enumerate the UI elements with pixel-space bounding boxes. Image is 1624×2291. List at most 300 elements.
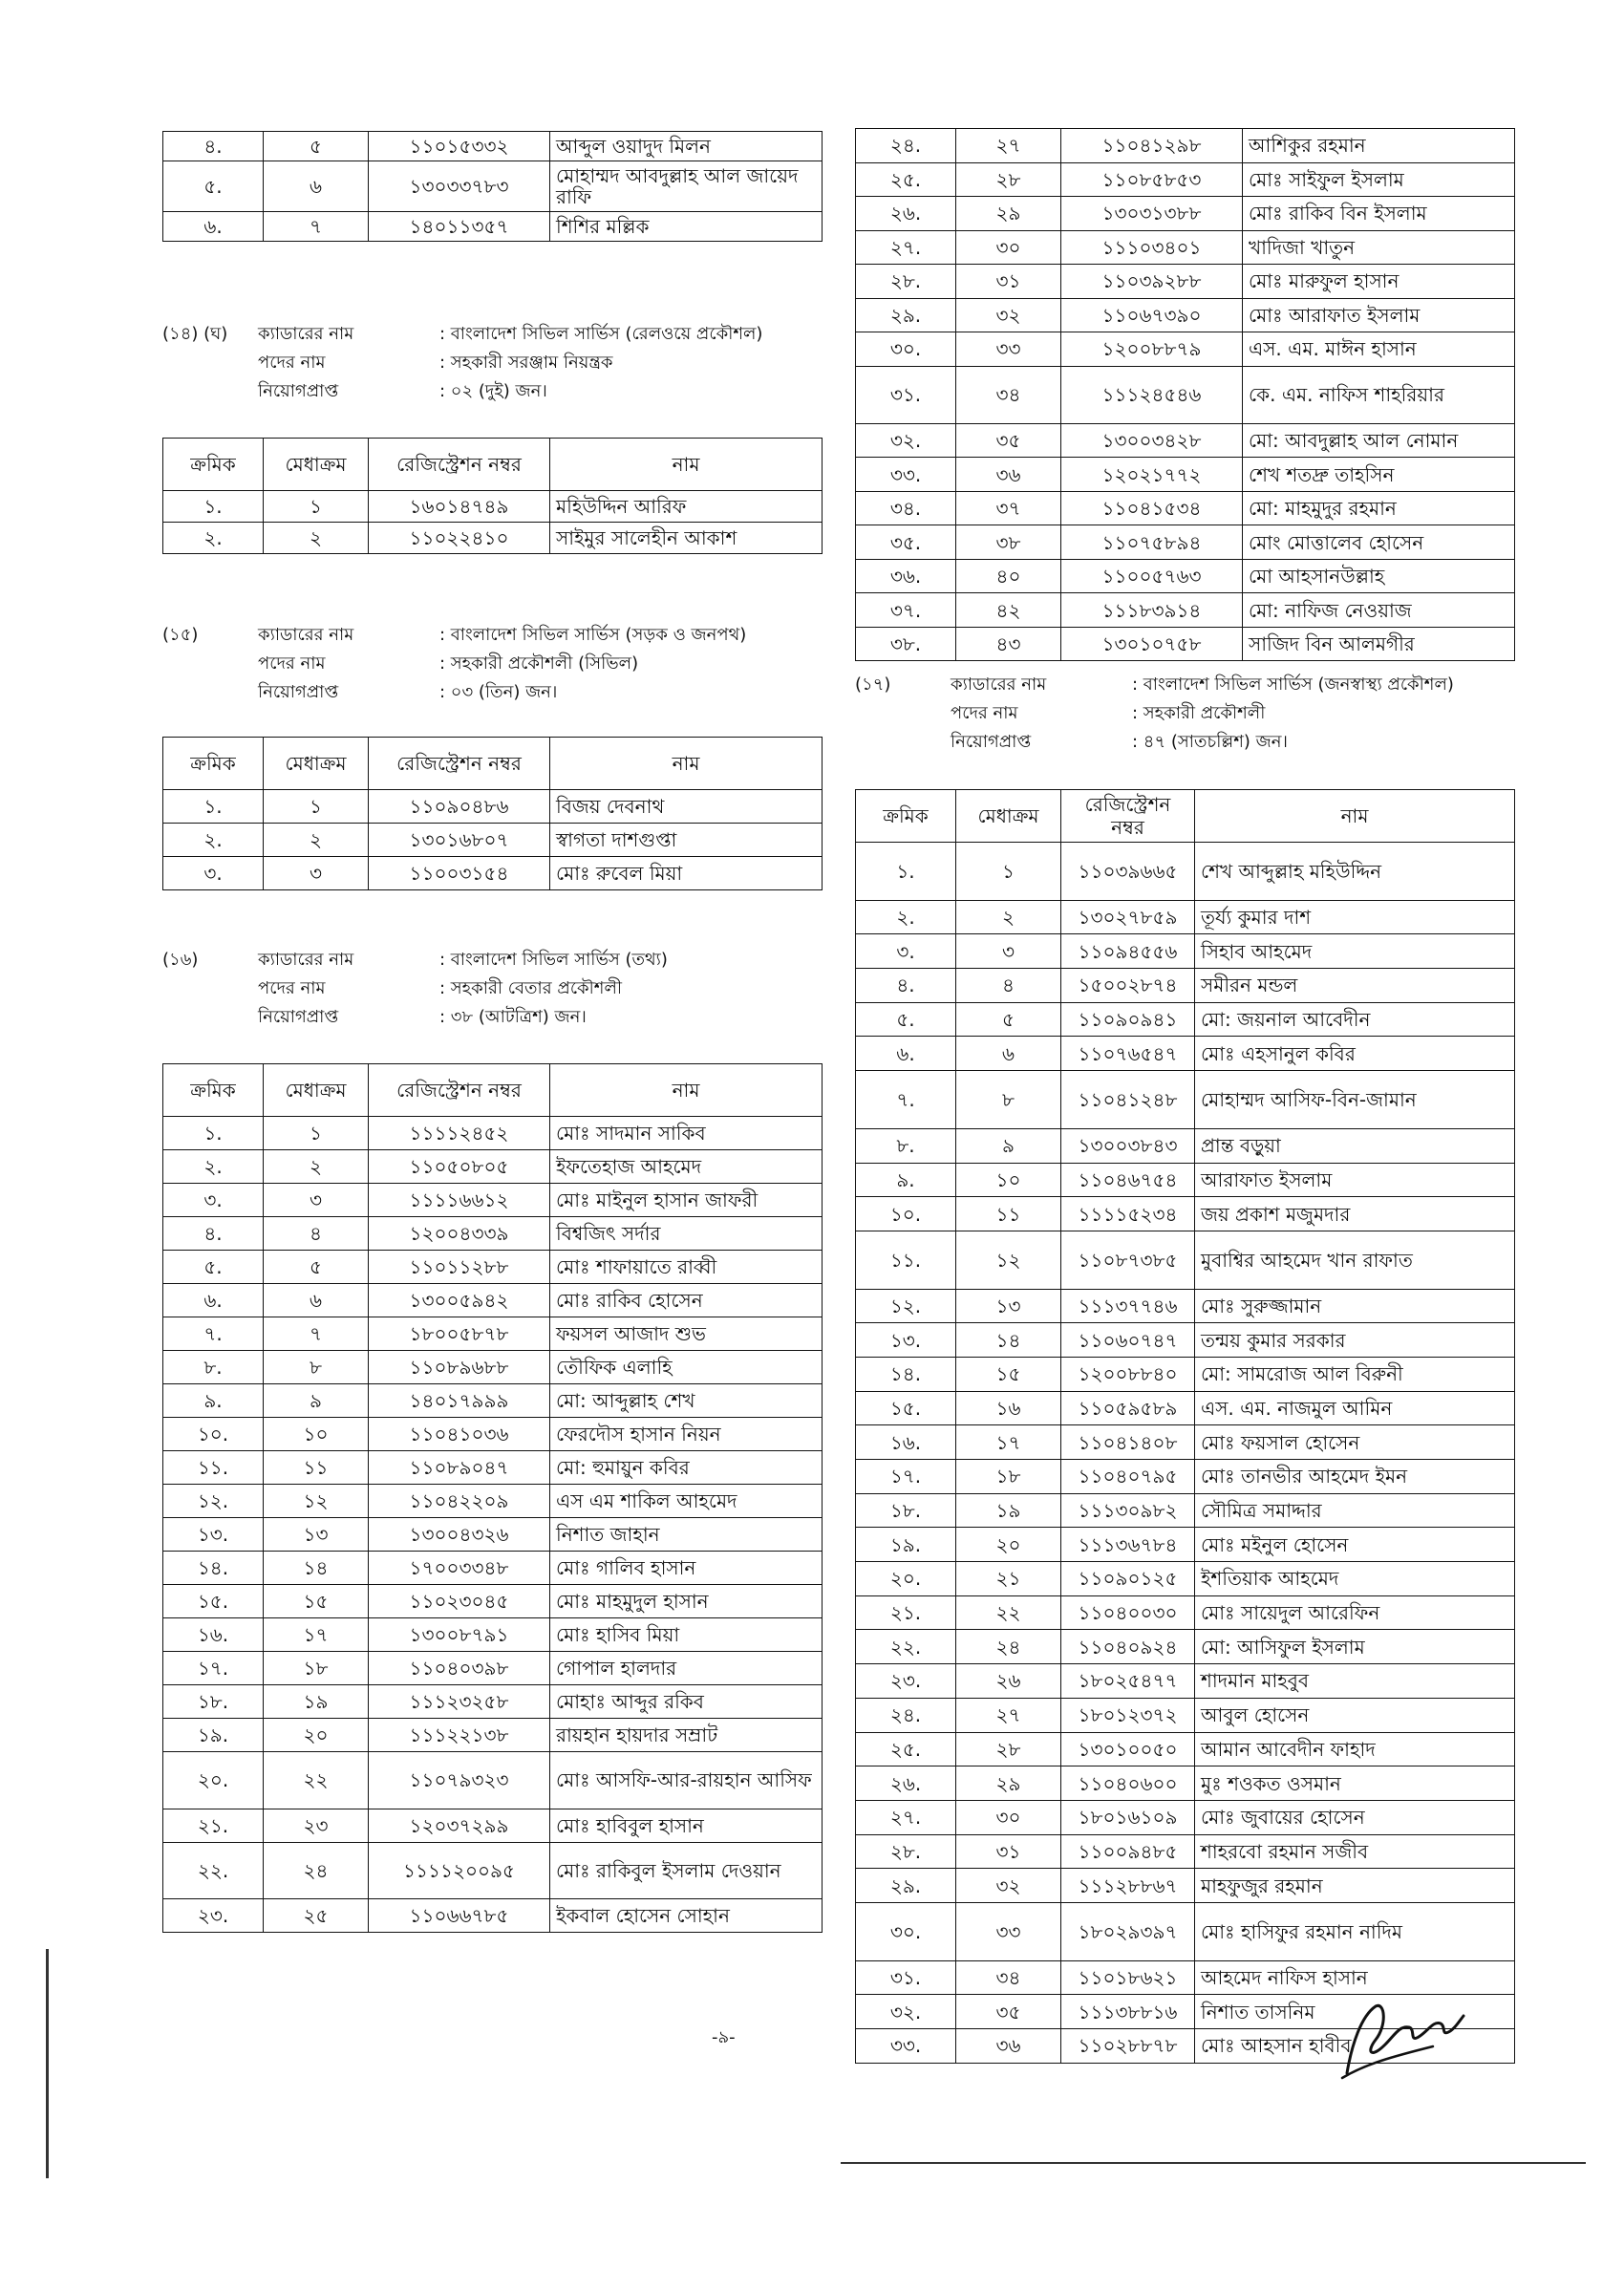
- post-label: পদের নাম: [258, 978, 326, 998]
- name-cell: মো আহসানউল্লাহ: [1243, 559, 1515, 593]
- col-merit: মেধাক্রম: [956, 790, 1061, 843]
- table-row: [856, 1163, 1515, 1197]
- serial-cell: ২২.: [163, 1842, 264, 1899]
- merit-cell: ৪: [264, 1217, 369, 1251]
- merit-cell: ১৫: [264, 1585, 369, 1618]
- name-cell: নিশাত জাহান: [550, 1518, 823, 1552]
- reg-cell: ১১০০৩১৫৪: [369, 857, 550, 890]
- reg-cell: ১২০০৪৩৩৯: [369, 1217, 550, 1251]
- reg-cell: ১১১১২০০৯৫: [369, 1842, 550, 1899]
- merit-cell: ২৭: [956, 1698, 1061, 1732]
- col-name: নাম: [550, 1064, 823, 1117]
- table-row: [856, 1391, 1515, 1425]
- reg-cell: ১১০৫০৮০৫: [369, 1150, 550, 1184]
- section-14-table: [162, 438, 823, 554]
- name-cell: মো: মাহমুদুর রহমান: [1243, 491, 1515, 525]
- merit-cell: ৩৫: [956, 423, 1061, 458]
- serial-cell: ২০.: [856, 1562, 956, 1596]
- table-row: [856, 559, 1515, 593]
- reg-cell: ১১০১১২৮৮: [369, 1251, 550, 1284]
- table-row: [856, 1664, 1515, 1699]
- serial-cell: ২৩.: [856, 1664, 956, 1699]
- reg-cell: ১১০৭৫৮৯৪: [1061, 525, 1243, 560]
- reg-cell: ১১০৩৯২৮৮: [1061, 265, 1243, 299]
- name-cell: ইকবাল হোসেন সোহান: [550, 1899, 823, 1933]
- serial-cell: ১৮.: [856, 1493, 956, 1528]
- appointed-label: নিয়োগপ্রাপ্ত: [258, 381, 339, 401]
- name-cell: মো: নাফিজ নেওয়াজ: [1243, 593, 1515, 628]
- reg-cell: ১৩০০৪৩২৬: [369, 1518, 550, 1552]
- serial-cell: ২৩.: [163, 1899, 264, 1933]
- name-cell: মোঃ মাহমুদুল হাসান: [550, 1585, 823, 1618]
- serial-cell: ৯.: [163, 1384, 264, 1418]
- serial-cell: ২২.: [856, 1630, 956, 1664]
- appointed-value: : ৩৮ (আটত্রিশ) জন।: [439, 1007, 587, 1027]
- merit-cell: ১: [264, 1117, 369, 1150]
- name-cell: কে. এম. নাফিস শাহরিয়ার: [1243, 366, 1515, 423]
- name-cell: শেখ আব্দুল্লাহ মহিউদ্দিন: [1195, 843, 1515, 901]
- table-row: [856, 525, 1515, 560]
- serial-cell: ২১.: [856, 1595, 956, 1630]
- serial-cell: ৬.: [856, 1037, 956, 1071]
- merit-cell: ২০: [956, 1528, 1061, 1562]
- reg-cell: ১১০০৯৪৮৫: [1061, 1834, 1195, 1869]
- reg-cell: ১১০৪১০৩৬: [369, 1418, 550, 1451]
- serial-cell: ১৯.: [856, 1528, 956, 1562]
- serial-cell: ২৬.: [856, 1766, 956, 1801]
- name-cell: মোঃ গালিব হাসান: [550, 1552, 823, 1585]
- reg-cell: ১১১১৬৬১২: [369, 1184, 550, 1217]
- name-cell: মোঃ মাইনুল হাসান জাফরী: [550, 1184, 823, 1217]
- serial-cell: ৩.: [856, 934, 956, 969]
- name-cell: মোঃ জুবায়ের হোসেন: [1195, 1800, 1515, 1834]
- name-cell: প্রান্ত বড়ুয়া: [1195, 1128, 1515, 1163]
- table-row: [856, 332, 1515, 367]
- serial-cell: ৩৪.: [856, 491, 956, 525]
- serial-cell: ১৭.: [856, 1460, 956, 1494]
- table-row: [856, 458, 1515, 492]
- section-16-table-continued: [855, 128, 1515, 661]
- serial-cell: ৯.: [856, 1163, 956, 1197]
- reg-cell: ১১০২৩০৪৫: [369, 1585, 550, 1618]
- name-cell: মোঃ হাসিব মিয়া: [550, 1618, 823, 1652]
- name-cell: মোঃ সাইফুল ইসলাম: [1243, 162, 1515, 197]
- merit-cell: ৫: [956, 1002, 1061, 1037]
- table-row: [163, 1485, 823, 1518]
- serial-cell: ২.: [856, 900, 956, 934]
- serial-cell: ৩১.: [856, 1960, 956, 1995]
- merit-cell: ১: [264, 790, 369, 824]
- name-cell: মুবাশ্বির আহমেদ খান রাফাত: [1195, 1231, 1515, 1289]
- name-cell: মোঃ এহসানুল কবির: [1195, 1037, 1515, 1071]
- cadre-value: : বাংলাদেশ সিভিল সার্ভিস (রেলওয়ে প্রকৌশল): [439, 324, 763, 344]
- reg-cell: ১৩০৩১৩৮৮: [1061, 197, 1243, 231]
- reg-cell: ১১১৩৬৭৮৪: [1061, 1528, 1195, 1562]
- table-row: [856, 1630, 1515, 1664]
- name-cell: মোঃ রাকিবুল ইসলাম দেওয়ান: [550, 1842, 823, 1899]
- serial-cell: ২৯.: [856, 1869, 956, 1903]
- serial-cell: ১১.: [856, 1231, 956, 1289]
- reg-cell: ১১০৬৬৭৮৫: [369, 1899, 550, 1933]
- reg-cell: ১৬০১৪৭৪৯: [369, 491, 550, 523]
- serial-cell: ১৯.: [163, 1719, 264, 1752]
- col-name: নাম: [1195, 790, 1515, 843]
- reg-cell: ১১১২৪৫৪৬: [1061, 366, 1243, 423]
- name-cell: সমীরন মন্ডল: [1195, 969, 1515, 1003]
- merit-cell: ২৪: [956, 1630, 1061, 1664]
- name-cell: স্বাগতা দাশগুপ্তা: [550, 824, 823, 857]
- serial-cell: ৪.: [856, 969, 956, 1003]
- merit-cell: ৬: [956, 1037, 1061, 1071]
- name-cell: খাদিজা খাতুন: [1243, 230, 1515, 265]
- name-cell: ইফতেহাজ আহমেদ: [550, 1150, 823, 1184]
- merit-cell: ৩০: [956, 1800, 1061, 1834]
- merit-cell: ১৫: [956, 1357, 1061, 1391]
- col-merit: মেধাক্রম: [264, 1064, 369, 1117]
- name-cell: তূর্য্য কুমার দাশ: [1195, 900, 1515, 934]
- serial-cell: ২৬.: [856, 197, 956, 231]
- name-cell: মো: আবদুল্লাহ আল নোমান: [1243, 423, 1515, 458]
- table-row: [163, 1251, 823, 1284]
- table-row: [856, 1460, 1515, 1494]
- merit-cell: ৩৩: [956, 332, 1061, 367]
- table-row: [856, 129, 1515, 163]
- table-row: [856, 593, 1515, 628]
- col-merit: মেধাক্রম: [264, 738, 369, 790]
- reg-cell: ১১১৩০৯৮২: [1061, 1493, 1195, 1528]
- name-cell: মোহাঃ আব্দুর রকিব: [550, 1685, 823, 1719]
- merit-cell: ৩১: [956, 265, 1061, 299]
- table-row: [163, 790, 823, 824]
- header-row: [856, 790, 1515, 843]
- merit-cell: ১৭: [264, 1618, 369, 1652]
- serial-cell: ৬.: [163, 211, 264, 241]
- serial-cell: ১৫.: [163, 1585, 264, 1618]
- table-row: [856, 230, 1515, 265]
- table-row: [856, 1493, 1515, 1528]
- header-row: [163, 439, 823, 491]
- table-row: [163, 1719, 823, 1752]
- table-row: [163, 1842, 823, 1899]
- merit-cell: ২৭: [956, 129, 1061, 163]
- name-cell: মোঃ শাফায়াতে রাব্বী: [550, 1251, 823, 1284]
- reg-cell: ১১০২৮৮৭৮: [1061, 2029, 1195, 2064]
- header-row: [163, 1064, 823, 1117]
- table-row: [856, 197, 1515, 231]
- reg-cell: ১৫০০২৮৭৪: [1061, 969, 1195, 1003]
- name-cell: শেখ শতদ্রু তাহসিন: [1243, 458, 1515, 492]
- page-number: -৯-: [712, 2027, 736, 2047]
- merit-cell: ১১: [264, 1451, 369, 1485]
- reg-cell: ১১০৮৫৮৫৩: [1061, 162, 1243, 197]
- bottom-rule: [841, 2162, 1586, 2164]
- reg-cell: ১১০৭৯৩২৩: [369, 1752, 550, 1809]
- reg-cell: ১৮০২৫৪৭৭: [1061, 1664, 1195, 1699]
- post-label: পদের নাম: [258, 653, 326, 674]
- merit-cell: ৩: [264, 857, 369, 890]
- reg-cell: ১১০৪১৫৩৪: [1061, 491, 1243, 525]
- table-row: [856, 1562, 1515, 1596]
- serial-cell: ১৪.: [856, 1357, 956, 1391]
- section-15-info: [162, 621, 822, 712]
- reg-cell: ১১০১৫৩৩২: [369, 132, 550, 161]
- merit-cell: ২: [956, 900, 1061, 934]
- name-cell: ফেরদৌস হাসান নিয়ন: [550, 1418, 823, 1451]
- table-row: [163, 1809, 823, 1842]
- reg-cell: ১১০৪৬৭৫৪: [1061, 1163, 1195, 1197]
- section-number: (১৫): [162, 625, 199, 645]
- table-row: [856, 1869, 1515, 1903]
- table-row: [856, 969, 1515, 1003]
- col-serial: ক্রমিক: [163, 738, 264, 790]
- reg-cell: ১৩০০৩৮৪৩: [1061, 1128, 1195, 1163]
- name-cell: ফয়সল আজাদ শুভ: [550, 1317, 823, 1351]
- reg-cell: ১১০৪০৭৯৫: [1061, 1460, 1195, 1494]
- reg-cell: ১১১৩৭৭৪৬: [1061, 1289, 1195, 1323]
- reg-cell: ১১০৬৭৩৯০: [1061, 298, 1243, 332]
- section-15-table: [162, 737, 823, 890]
- merit-cell: ৭: [264, 211, 369, 241]
- table-row: [163, 1899, 823, 1933]
- name-cell: মোঃ সুরুজ্জামান: [1195, 1289, 1515, 1323]
- table-row: [163, 491, 823, 523]
- merit-cell: ৩৩: [956, 1902, 1061, 1960]
- serial-cell: ২৫.: [856, 1732, 956, 1766]
- table-row: [856, 1800, 1515, 1834]
- table-row: [163, 523, 823, 554]
- name-cell: মোং মোত্তালেব হোসেন: [1243, 525, 1515, 560]
- table-row: [856, 1698, 1515, 1732]
- name-cell: নিশাত তাসনিম: [1195, 1995, 1515, 2029]
- name-cell: মোঃ আরাফাত ইসলাম: [1243, 298, 1515, 332]
- reg-cell: ১৭০০৩৩৪৮: [369, 1552, 550, 1585]
- name-cell: বিশ্বজিৎ সর্দার: [550, 1217, 823, 1251]
- serial-cell: ২.: [163, 523, 264, 554]
- reg-cell: ১১০৪০৯২৪: [1061, 1630, 1195, 1664]
- merit-cell: ৩০: [956, 230, 1061, 265]
- section-16-table: [162, 1063, 823, 1933]
- table-row: [163, 1418, 823, 1451]
- table-row: [856, 1595, 1515, 1630]
- merit-cell: ১৯: [956, 1493, 1061, 1528]
- name-cell: মোঃ তানভীর আহমেদ ইমন: [1195, 1460, 1515, 1494]
- serial-cell: ৩৩.: [856, 458, 956, 492]
- serial-cell: ১৩.: [856, 1323, 956, 1358]
- reg-cell: ১১১৮৩৯১৪: [1061, 593, 1243, 628]
- name-cell: এস. এম. নাজমুল আমিন: [1195, 1391, 1515, 1425]
- merit-cell: ১৮: [264, 1652, 369, 1685]
- merit-cell: ৪: [956, 969, 1061, 1003]
- serial-cell: ১.: [163, 1117, 264, 1150]
- table-row: [163, 1117, 823, 1150]
- merit-cell: ১৭: [956, 1425, 1061, 1460]
- reg-cell: ১১১২৮৮৬৭: [1061, 1869, 1195, 1903]
- reg-cell: ১১০৪০৩৯৮: [369, 1652, 550, 1685]
- merit-cell: ২: [264, 824, 369, 857]
- merit-cell: ২৬: [956, 1664, 1061, 1699]
- continued-table: [162, 131, 823, 242]
- serial-cell: ৩২.: [856, 1995, 956, 2029]
- table-row: [163, 1552, 823, 1585]
- table-row: [856, 1357, 1515, 1391]
- merit-cell: ৩৪: [956, 366, 1061, 423]
- serial-cell: ১.: [163, 790, 264, 824]
- serial-cell: ৭.: [163, 1317, 264, 1351]
- col-name: নাম: [550, 738, 823, 790]
- serial-cell: ২.: [163, 824, 264, 857]
- col-name: নাম: [550, 439, 823, 491]
- merit-cell: ২: [264, 523, 369, 554]
- section-14-info: [162, 320, 822, 411]
- name-cell: মোঃ হাসিফুর রহমান নাদিম: [1195, 1902, 1515, 1960]
- serial-cell: ৩২.: [856, 423, 956, 458]
- reg-cell: ১৩০১০০৫০: [1061, 1732, 1195, 1766]
- name-cell: আরাফাত ইসলাম: [1195, 1163, 1515, 1197]
- name-cell: মুঃ শওকত ওসমান: [1195, 1766, 1515, 1801]
- reg-cell: ১৩০০৮৭৯১: [369, 1618, 550, 1652]
- serial-cell: ২৪.: [856, 129, 956, 163]
- signature-icon: [1328, 1968, 1471, 2092]
- table-row: [856, 1732, 1515, 1766]
- serial-cell: ১৩.: [163, 1518, 264, 1552]
- cadre-label: ক্যাডারের নাম: [258, 625, 354, 645]
- table-row: [856, 1323, 1515, 1358]
- table-row: [856, 1128, 1515, 1163]
- merit-cell: ১: [264, 491, 369, 523]
- table-row: [163, 1685, 823, 1719]
- reg-cell: ১২০০৮৮৭৯: [1061, 332, 1243, 367]
- merit-cell: ১৩: [264, 1518, 369, 1552]
- merit-cell: ২৮: [956, 162, 1061, 197]
- reg-cell: ১১০৩৯৬৬৫: [1061, 843, 1195, 901]
- merit-cell: ৮: [264, 1351, 369, 1384]
- name-cell: সাজিদ বিন আলমগীর: [1243, 627, 1515, 661]
- serial-cell: ৩৬.: [856, 559, 956, 593]
- merit-cell: ৪০: [956, 559, 1061, 593]
- post-label: পদের নাম: [258, 353, 326, 373]
- merit-cell: ২৯: [956, 1766, 1061, 1801]
- merit-cell: ৭: [264, 1317, 369, 1351]
- reg-cell: ১১০৪১২৯৮: [1061, 129, 1243, 163]
- reg-cell: ১১১২২১৩৮: [369, 1719, 550, 1752]
- table-row: [856, 1425, 1515, 1460]
- merit-cell: ১: [956, 843, 1061, 901]
- table-row: [163, 1518, 823, 1552]
- name-cell: মোঃ রুবেল মিয়া: [550, 857, 823, 890]
- merit-cell: ২: [264, 1150, 369, 1184]
- name-cell: আশিকুর রহমান: [1243, 129, 1515, 163]
- merit-cell: ৩: [264, 1184, 369, 1217]
- serial-cell: ১২.: [163, 1485, 264, 1518]
- cadre-label: ক্যাডারের নাম: [258, 324, 354, 344]
- reg-cell: ১১১৩৮৮১৬: [1061, 1995, 1195, 2029]
- reg-cell: ১১১১২৪৫২: [369, 1117, 550, 1150]
- merit-cell: ৯: [264, 1384, 369, 1418]
- merit-cell: ৮: [956, 1071, 1061, 1129]
- serial-cell: ৩০.: [856, 1902, 956, 1960]
- merit-cell: ১৩: [956, 1289, 1061, 1323]
- table-row: [856, 934, 1515, 969]
- appointed-label: নিয়োগপ্রাপ্ত: [258, 682, 339, 702]
- merit-cell: ৪২: [956, 593, 1061, 628]
- merit-cell: ৩৬: [956, 458, 1061, 492]
- table-row: [163, 1150, 823, 1184]
- name-cell: মোঃ সায়েদুল আরেফিন: [1195, 1595, 1515, 1630]
- name-cell: মো: জয়নাল আবেদীন: [1195, 1002, 1515, 1037]
- serial-cell: ৬.: [163, 1284, 264, 1317]
- section-17-info: [855, 671, 1514, 761]
- serial-cell: ২৭.: [856, 230, 956, 265]
- merit-cell: ২০: [264, 1719, 369, 1752]
- reg-cell: ১১১০৩৪০১: [1061, 230, 1243, 265]
- merit-cell: ১৬: [956, 1391, 1061, 1425]
- merit-cell: ৩২: [956, 298, 1061, 332]
- reg-cell: ১৩০১০৭৫৮: [1061, 627, 1243, 661]
- name-cell: মোহাম্মদ আবদুল্লাহ আল জায়েদ রাফি: [550, 161, 823, 212]
- name-cell: এস. এম. মাঈন হাসান: [1243, 332, 1515, 367]
- reg-cell: ১৮০০৫৮৭৮: [369, 1317, 550, 1351]
- serial-cell: ১.: [163, 491, 264, 523]
- table-row: [163, 1217, 823, 1251]
- table-row: [163, 1652, 823, 1685]
- reg-cell: ১১০১৮৬২১: [1061, 1960, 1195, 1995]
- merit-cell: ১৪: [264, 1552, 369, 1585]
- serial-cell: ৩৭.: [856, 593, 956, 628]
- name-cell: রায়হান হায়দার সম্রাট: [550, 1719, 823, 1752]
- serial-cell: ১৪.: [163, 1552, 264, 1585]
- name-cell: মাহফুজুর রহমান: [1195, 1869, 1515, 1903]
- name-cell: মো: সামরোজ আল বিরুনী: [1195, 1357, 1515, 1391]
- serial-cell: ১১.: [163, 1451, 264, 1485]
- appointed-value: : ০২ (দুই) জন।: [439, 381, 547, 401]
- reg-cell: ১১০৫৯৫৮৯: [1061, 1391, 1195, 1425]
- serial-cell: ১৮.: [163, 1685, 264, 1719]
- table-row: [856, 1528, 1515, 1562]
- reg-cell: ১৩০০৫৯৪২: [369, 1284, 550, 1317]
- name-cell: জয় প্রকাশ মজুমদার: [1195, 1197, 1515, 1231]
- table-row: [163, 1384, 823, 1418]
- serial-cell: ৩৮.: [856, 627, 956, 661]
- reg-cell: ১৪০১১৩৫৭: [369, 211, 550, 241]
- name-cell: সৌমিত্র সমাদ্দার: [1195, 1493, 1515, 1528]
- col-reg: রেজিস্ট্রেশন নম্বর: [369, 1064, 550, 1117]
- serial-cell: ১৫.: [856, 1391, 956, 1425]
- serial-cell: ১২.: [856, 1289, 956, 1323]
- col-reg: [1061, 790, 1195, 843]
- table-row: [856, 1289, 1515, 1323]
- table-row: [163, 132, 823, 161]
- merit-cell: ৩২: [956, 1869, 1061, 1903]
- cadre-value: : বাংলাদেশ সিভিল সার্ভিস (সড়ক ও জনপথ): [439, 625, 747, 645]
- serial-cell: ২৪.: [856, 1698, 956, 1732]
- table-row: [163, 1752, 823, 1809]
- name-cell: শিশির মল্লিক: [550, 211, 823, 241]
- table-row: [163, 1351, 823, 1384]
- merit-cell: ২১: [956, 1562, 1061, 1596]
- reg-cell: ১২০০৮৮৪০: [1061, 1357, 1195, 1391]
- table-row: [856, 265, 1515, 299]
- table-row: [163, 161, 823, 212]
- section-number: (১৬): [162, 950, 199, 970]
- merit-cell: ২৯: [956, 197, 1061, 231]
- merit-cell: ১২: [956, 1231, 1061, 1289]
- reg-cell: ১৩০২৭৮৫৯: [1061, 900, 1195, 934]
- serial-cell: ১৭.: [163, 1652, 264, 1685]
- serial-cell: ৫.: [163, 161, 264, 212]
- reg-cell: ১১০২২৪১০: [369, 523, 550, 554]
- name-cell: আহমেদ নাফিস হাসান: [1195, 1960, 1515, 1995]
- merit-cell: ২৪: [264, 1842, 369, 1899]
